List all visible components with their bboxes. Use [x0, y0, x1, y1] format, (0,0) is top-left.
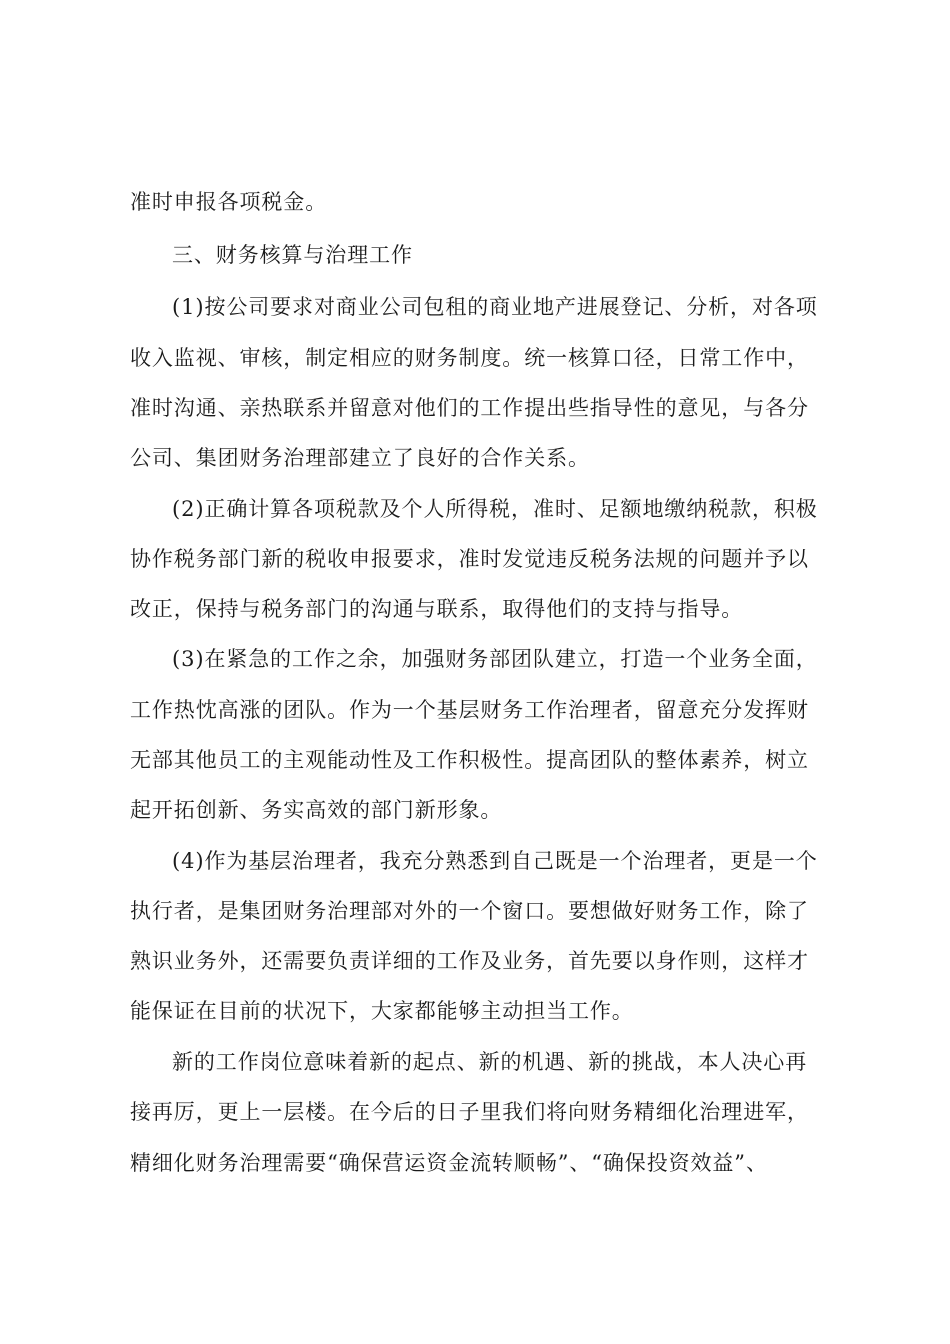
text-line: 接再厉，更上一层楼。在今后的日子里我们将向财务精细化治理进军，: [130, 1100, 809, 1124]
text-line: 收入监视、审核，制定相应的财务制度。统一核算口径，日常工作中，: [130, 346, 809, 370]
text-line: (3)在紧急的工作之余，加强财务部团队建立，打造一个业务全面，: [172, 647, 818, 671]
text-line: 准时沟通、亲热联系并留意对他们的工作提出些指导性的意见，与各分: [130, 396, 809, 420]
text-line: 精细化财务治理需要“确保营运资金流转顺畅”、“确保投资效益”、: [130, 1151, 768, 1175]
text-line: 公司、集团财务治理部建立了良好的合作关系。: [130, 446, 590, 470]
text-line: 起开拓创新、务实高效的部门新形象。: [130, 798, 503, 822]
text-line: 执行者，是集团财务治理部对外的一个窗口。要想做好财务工作，除了: [130, 899, 809, 923]
text-line: (2)正确计算各项税款及个人所得税，准时、足额地缴纳税款，积极: [172, 497, 818, 521]
text-line: 新的工作岗位意味着新的起点、新的机遇、新的挑战，本人决心再: [172, 1050, 808, 1074]
text-line: (4)作为基层治理者，我充分熟悉到自己既是一个治理者，更是一个: [172, 849, 818, 873]
text-line: 工作热忱高涨的团队。作为一个基层财务工作治理者，留意充分发挥财: [130, 698, 809, 722]
text-line: 熟识业务外，还需要负责详细的工作及业务，首先要以身作则，这样才: [130, 949, 809, 973]
text-line: 改正，保持与税务部门的沟通与联系，取得他们的支持与指导。: [130, 597, 744, 621]
text-line: 协作税务部门新的税收申报要求，准时发觉违反税务法规的问题并予以: [130, 547, 809, 571]
section-heading: 三、财务核算与治理工作: [172, 243, 413, 267]
text-line: 准时申报各项税金。: [130, 190, 328, 214]
text-line: 能保证在目前的状况下，大家都能够主动担当工作。: [130, 999, 634, 1023]
text-line: 无部其他员工的主观能动性及工作积极性。提高团队的整体素养，树立: [130, 748, 809, 772]
text-line: (1)按公司要求对商业公司包租的商业地产进展登记、分析，对各项: [172, 295, 818, 319]
